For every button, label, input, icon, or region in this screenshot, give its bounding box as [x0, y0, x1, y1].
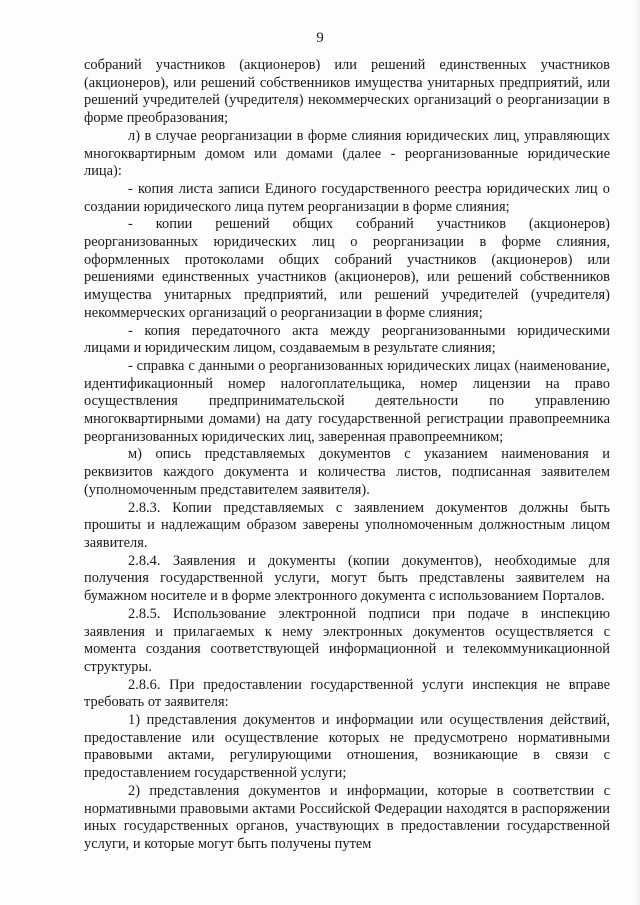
paragraph-item-m: м) опись представляемых документов с указанием наименования и реквизитов каждого документа и количества листов, подписанная заявителем (уполномоченным представителем заявителя). — [84, 446, 610, 498]
paragraph-certificate: - справка с данными о реорганизованных юридических лицах (наименование, идентификационный номер налогоплательщика, номер лицензии на право осуществления предпринимательской деятельности по управлению многоквартирными домами) на дату государственной регистрации правопреемника реорганизованных юридических лиц, заверенная правопреемником; — [84, 357, 610, 445]
paragraph-2-8-3: 2.8.3. Копии представляемых с заявлением документов должны быть прошиты и надлежащим образом заверены уполномоченным должностным лицом заявителя. — [84, 499, 610, 551]
paragraph-list-1: 1) представления документов и информации или осуществления действий, предоставление или осуществление которых не предусмотрено нормативными правовыми актами, регулирующими отношения, возникающие в связи с предоставлением государственной услуги; — [84, 712, 610, 782]
paragraph-transfer-act: - копия передаточного акта между реорганизованными юридическими лицами и юридическим лицом, создаваемым в результате слияния; — [84, 322, 610, 357]
page-number: 9 — [316, 30, 324, 46]
paragraph-continuation: собраний участников (акционеров) или решений единственных участников (акционеров), или решений собственников имущества унитарных предприятий, или решений учредителей (учредителя) некоммерческих организаций о реорганизации в форме преобразования; — [84, 57, 610, 127]
paragraph-list-2: 2) представления документов и информации, которые в соответствии с нормативными правовыми актами Российской Федерации находятся в распоряжении иных государственных органов, участвующих в предоставлении государственной услуги, и которые могут быть получены путем — [84, 782, 610, 852]
paragraph-egrul-copy: - копия листа записи Единого государственного реестра юридических лиц о создании юридического лица путем реорганизации в форме слияния; — [84, 180, 610, 215]
paragraph-item-l: л) в случае реорганизации в форме слияния юридических лиц, управляющих многоквартирным домом или домами (далее - реорганизованные юридические лица): — [84, 127, 610, 180]
paragraph-2-8-4: 2.8.4. Заявления и документы (копии документов), необходимые для получения государственной услуги, могут быть представлены заявителем на бумажном носителе и в форме электронного документа с использованием Порталов. — [84, 552, 610, 605]
scan-edge-shadow — [634, 0, 640, 905]
paragraph-2-8-5: 2.8.5. Использование электронной подписи при подаче в инспекцию заявления и прилагаемых к нему электронных документов осуществляется с момента создания соответствующей информационной и телекоммуникационной структуры. — [84, 605, 610, 675]
document-body — [84, 57, 610, 854]
paragraph-decisions-copy: - копии решений общих собраний участников (акционеров) реорганизованных юридических лиц о реорганизации в форме слияния, оформленных протоколами общих собраний участников (акционеров) или решениями единственных участников (акционеров), или решений собственников имущества унитарных предприятий, или решений учредителей (учредителя) некоммерческих организаций о реорганизации в форме слияния; — [84, 216, 610, 321]
paragraph-2-8-6: 2.8.6. При предоставлении государственной услуги инспекция не вправе требовать от заявителя: — [84, 676, 610, 711]
